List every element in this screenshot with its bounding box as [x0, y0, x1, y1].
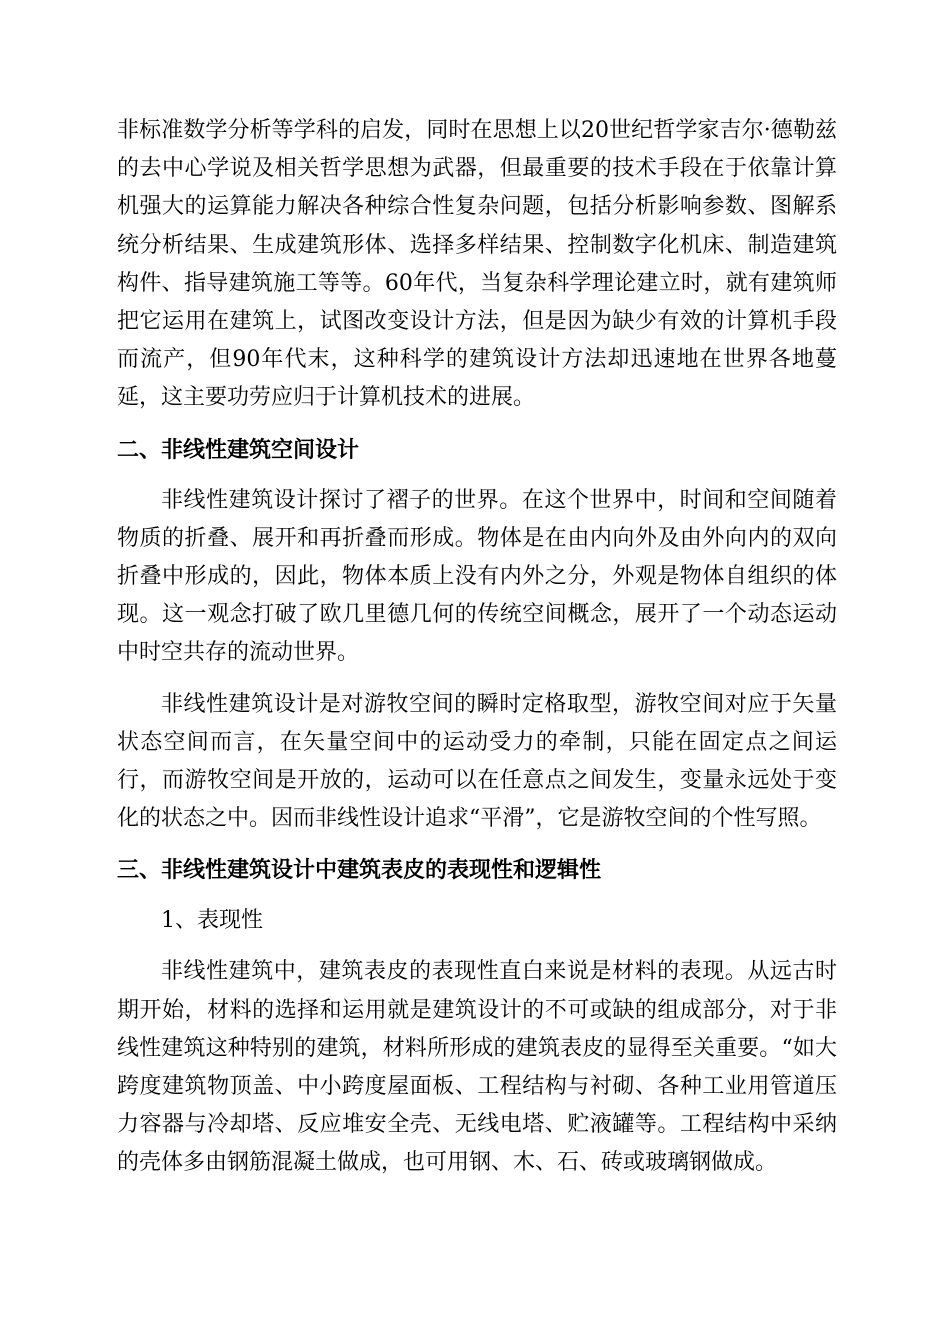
section-heading-nonlinear-space: 二、非线性建筑空间设计 [117, 436, 360, 463]
paragraph-materials: 非线性建筑中，建筑表皮的表现性直白来说是材料的表现。从远古时期开始，材料的选择和运用就是建筑设计的不可或缺的组成部分，对于非线性建筑这种特别的建筑，材料所形成的建筑表皮的显得至关重要。“如大跨度建筑物顶盖、中小跨度屋面板、工程结构与衬砌、各种工业用管道压力容器与冷却塔、反应堆安全壳、无线电塔、贮液罐等。工程结构中采纳的壳体多由钢筋混凝土做成，也可用钢、木、石、砖或玻璃钢做成。 [117, 959, 837, 1176]
document-page [117, 112, 837, 1196]
paragraph-fold-world: 非线性建筑设计探讨了褶子的世界。在这个世界中，时间和空间随着物质的折叠、展开和再折叠而形成。物体是在由内向外及由外向内的双向折叠中形成的，因此，物体本质上没有内外之分，外观是物体自组织的体现。这一观念打破了欧几里德几何的传统空间概念，展开了一个动态运动中时空共存的流动世界。 [117, 487, 837, 666]
paragraph-continuation: 非标准数学分析等学科的启发，同时在思想上以20世纪哲学家吉尔·德勒兹的去中心学说及相关哲学思想为武器，但最重要的技术手段在于依靠计算机强大的运算能力解决各种综合性复杂问题，包括分析影响参数、图解系统分析结果、生成建筑形体、选择多样结果、控制数字化机床、制造建筑构件、指导建筑施工等等。60年代，当复杂科学理论建立时，就有建筑师把它运用在建筑上，试图改变设计方法，但是因为缺少有效的计算机手段而流产，但90年代末，这种科学的建筑设计方法却迅速地在世界各地蔓延，这主要功劳应归于计算机技术的进展。 [117, 118, 837, 411]
subsection-heading-expressiveness: 1、表现性 [161, 908, 263, 934]
section-heading-skin: 三、非线性建筑设计中建筑表皮的表现性和逻辑性 [117, 857, 602, 884]
paragraph-nomadic-space: 非线性建筑设计是对游牧空间的瞬时定格取型，游牧空间对应于矢量状态空间而言，在矢量空间中的运动受力的牵制，只能在固定点之间运行，而游牧空间是开放的，运动可以在任意点之间发生，变量永远处于变化的状态之中。因而非线性设计追求“平滑”，它是游牧空间的个性写照。 [117, 691, 837, 832]
